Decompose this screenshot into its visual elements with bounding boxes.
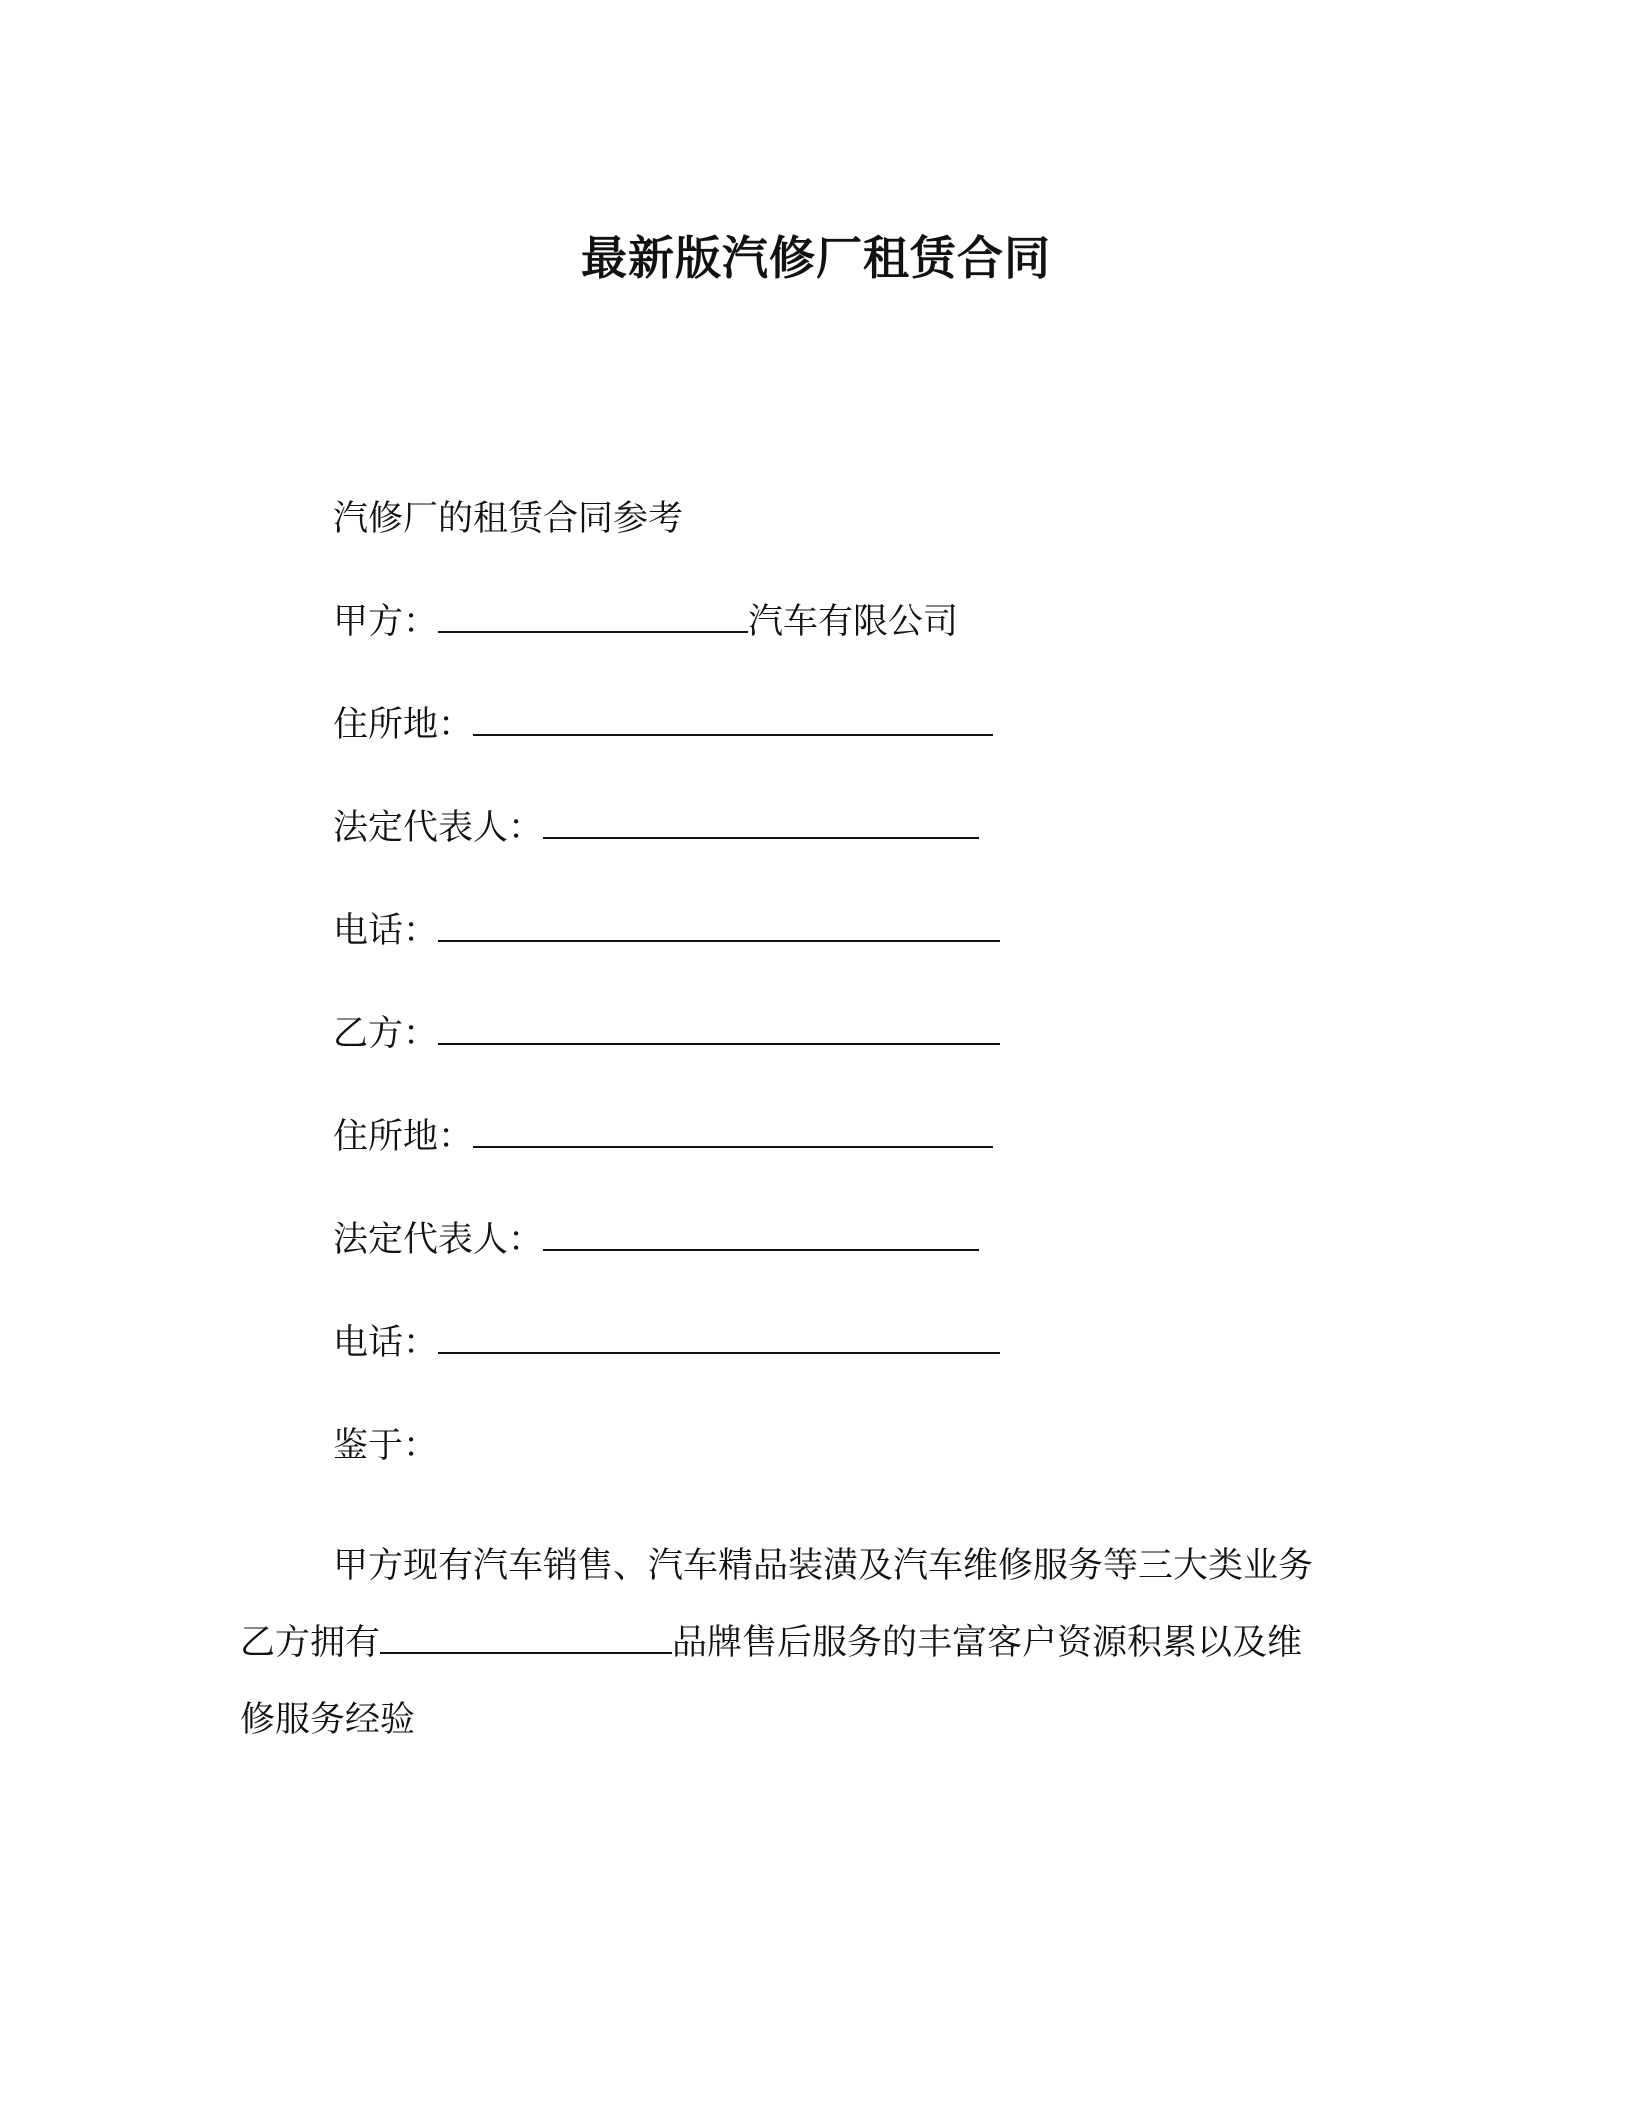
- party-b-address-blank: [473, 1116, 993, 1148]
- party-a-address-line: [333, 703, 993, 747]
- document-title: 最新版汽修厂租赁合同: [581, 231, 1051, 285]
- party-a-address-label: 住所地：: [333, 705, 474, 745]
- party-b-phone-line: [333, 1321, 1000, 1365]
- paragraph-line-2-prefix: 乙方拥有: [240, 1623, 381, 1663]
- whereas-label: 鉴于：: [333, 1426, 439, 1466]
- document-subtitle: 汽修厂的租赁合同参考: [333, 499, 684, 539]
- party-b-label: 乙方：: [333, 1014, 439, 1054]
- paragraph-line-3: 修服务经验: [240, 1700, 416, 1740]
- party-a-suffix: 汽车有限公司: [748, 602, 959, 642]
- party-a-address-blank: [473, 704, 993, 736]
- paragraph-line-2-suffix: 品牌售后服务的丰富客户资源积累以及维: [672, 1623, 1303, 1663]
- party-a-name-blank: [438, 601, 748, 633]
- party-a-phone-label: 电话：: [333, 911, 439, 951]
- party-a-label: 甲方：: [333, 602, 439, 642]
- brand-blank: [380, 1622, 672, 1654]
- whereas-paragraph: [240, 1528, 1380, 1759]
- party-a-rep-blank: [543, 807, 979, 839]
- party-b-rep-blank: [543, 1219, 979, 1251]
- paragraph-line-2: [240, 1605, 1380, 1682]
- party-b-line: [333, 1012, 1000, 1056]
- party-b-phone-label: 电话：: [333, 1323, 439, 1363]
- party-b-address-label: 住所地：: [333, 1117, 474, 1157]
- party-b-phone-blank: [438, 1322, 1000, 1354]
- party-b-rep-label: 法定代表人：: [333, 1220, 544, 1260]
- party-b-name-blank: [438, 1013, 1000, 1045]
- party-a-phone-blank: [438, 910, 1000, 942]
- party-a-phone-line: [333, 909, 1000, 953]
- party-b-address-line: [333, 1115, 993, 1159]
- paragraph-line-1: 甲方现有汽车销售、汽车精品装潢及汽车维修服务等三大类业务: [333, 1546, 1314, 1586]
- party-b-rep-line: [333, 1218, 979, 1262]
- party-a-rep-label: 法定代表人：: [333, 808, 544, 848]
- party-a-rep-line: [333, 806, 979, 850]
- party-a-line: [333, 600, 958, 644]
